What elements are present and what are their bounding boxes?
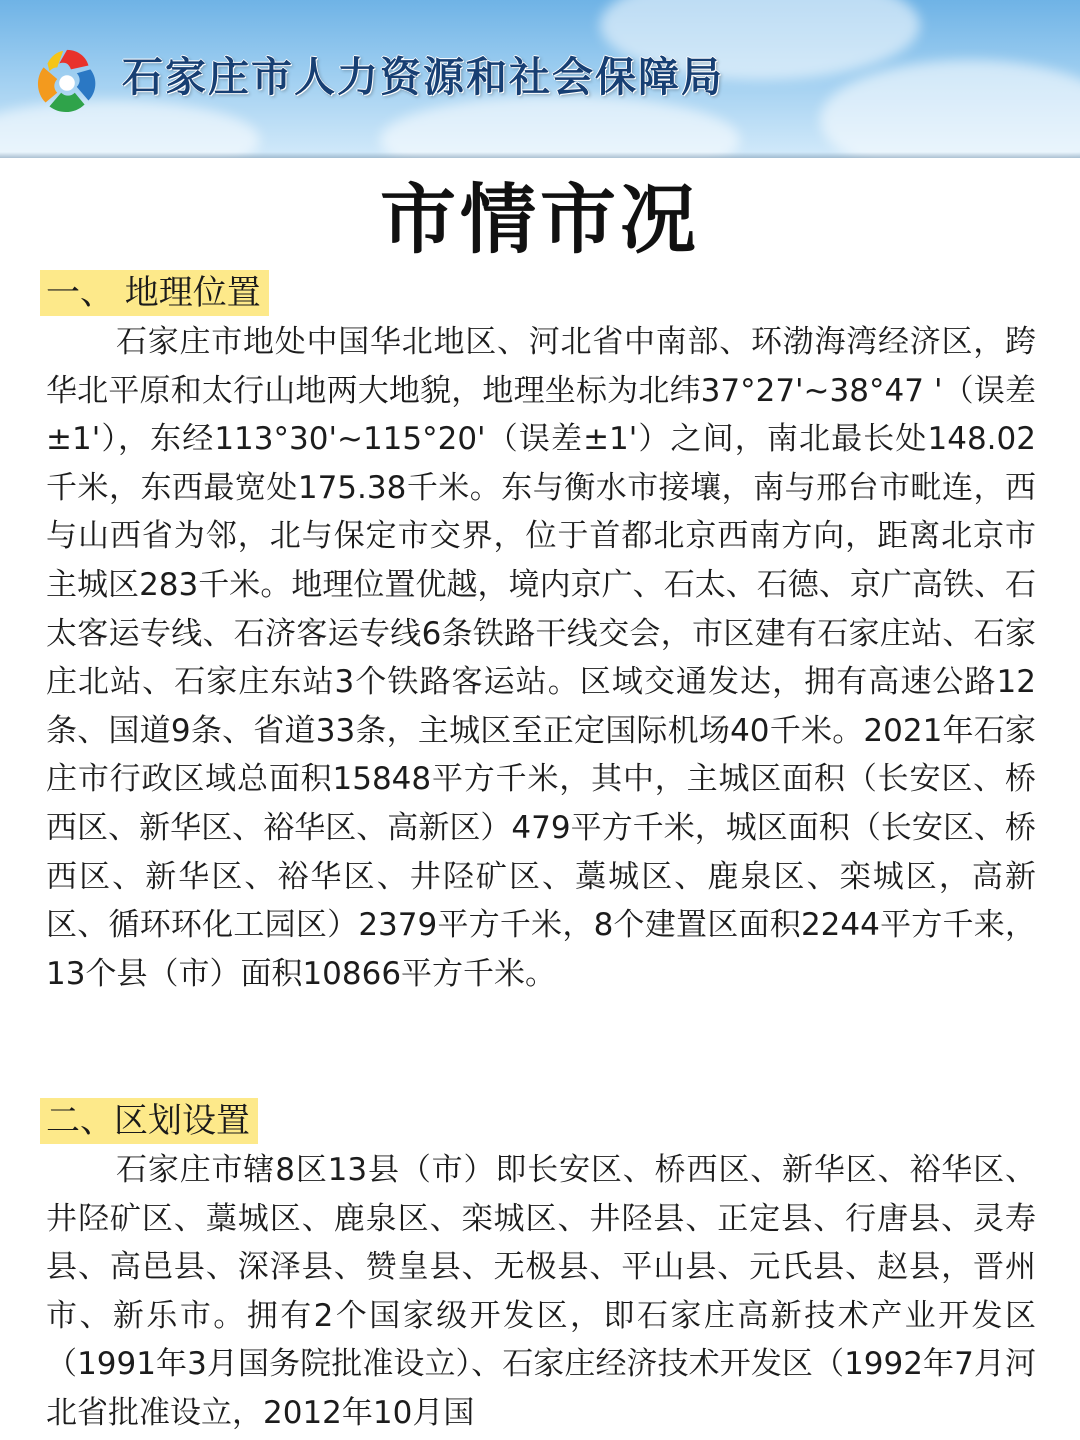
section-heading-geography: 一、 地理位置 (40, 270, 269, 316)
page-title: 市情市况 (380, 175, 700, 264)
page-header (0, 0, 1080, 158)
section-body-geography: 石家庄市地处中国华北地区、河北省中南部、环渤海湾经济区，跨华北平原和太行山地两大地貌，地理坐标为北纬37°27'~38°47 '（误差±1'），东经113°30'~115°20'（误差±1'）之间，南北最长处148.02千米，东西最宽处175.38千米。东与衡水市接壤，南与邢台市毗连，西与山西省为邻，北与保定市交界，位于首都北京西南方向，距离北京市主城区283千米。地理位置优越，境内京广、石太、石德、京广高铁、石太客运专线、石济客运专线6条铁路干线交会，市区建有石家庄站、石家庄北站、石家庄东站3个铁路客运站。区域交通发达，拥有高速公路12条、国道9条、省道33条，主城区至正定国际机场40千米。2021年石家庄市行政区域总面积15848平方千米，其中，主城区面积（长安区、桥西区、新华区、裕华区、高新区）479平方千米，城区面积（长安区、桥西区、新华区、裕华区、井陉矿区、藁城区、鹿泉区、栾城区，高新区、循环环化工园区）2379平方千米，8个建置区面积2244平方千来，13个县（市）面积10866平方千米。 (46, 324, 1036, 992)
agency-name: 石家庄市人力资源和社会保障局 (122, 53, 724, 101)
agency-logo-icon (28, 44, 106, 122)
section-body-divisions: 石家庄市辖8区13县（市）即长安区、桥西区、新华区、裕华区、井陉矿区、藁城区、鹿泉区、栾城区、井陉县、正定县、行唐县、灵寿县、高邑县、深泽县、赞皇县、无极县、平山县、元氏县、赵县，晋州市、新乐市。拥有2个国家级开发区，即石家庄高新技术产业开发区（1991年3月国务院批准设立）、石家庄经济技术开发区（1992年7月河北省批准设立，2012年10月国 (46, 1152, 1036, 1431)
cloud-decoration (380, 95, 740, 158)
section-heading-divisions: 二、区划设置 (40, 1098, 258, 1144)
cloud-decoration (820, 60, 1080, 158)
